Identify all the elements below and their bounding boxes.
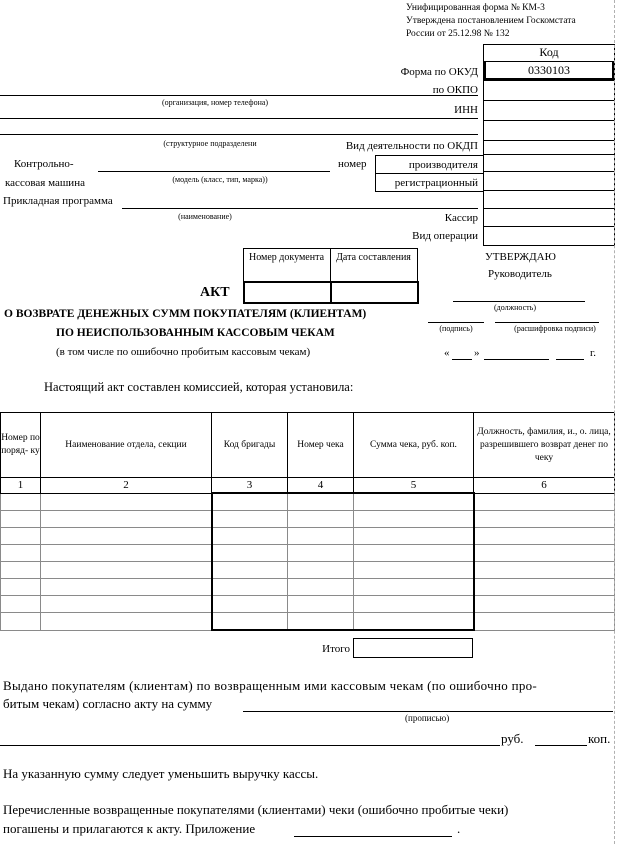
approved-label: Утверждена постановлением Госкомстата: [406, 16, 576, 26]
form-okud-label: Форма по ОКУД: [400, 66, 478, 78]
doc-date-header: Дата составления: [336, 252, 411, 263]
signature-caption: (подпись): [439, 324, 473, 333]
total-label: Итого: [322, 643, 350, 655]
approved-date-label: России от 25.12.98 № 132: [406, 29, 510, 39]
table-header-row: [1, 413, 615, 478]
model-caption: (модель (класс, тип, марка)): [172, 175, 268, 184]
app-program-line[interactable]: [122, 208, 478, 209]
table-row: [1, 511, 615, 528]
rub-label: руб.: [501, 731, 524, 746]
akt-label: АКТ: [200, 285, 230, 300]
words-caption: (прописью): [405, 713, 450, 723]
name-caption: (наименование): [178, 212, 232, 221]
table-row: [1, 579, 615, 596]
page-edge: [614, 0, 615, 844]
inn-label: ИНН: [454, 104, 478, 116]
okdp-label: Вид деятельности по ОКДП: [345, 140, 478, 152]
kop-label: коп.: [588, 731, 611, 746]
code-box: [483, 44, 615, 246]
position-line[interactable]: [453, 301, 585, 302]
organization-line[interactable]: [0, 95, 478, 96]
col-header-department: Наименование отдела, секции: [41, 413, 212, 478]
approve-title: УТВЕРЖДАЮ: [485, 251, 556, 263]
approve-month-line[interactable]: [484, 359, 549, 360]
organization-caption: (организация, номер телефона): [161, 98, 269, 107]
attachment-line[interactable]: [294, 836, 452, 837]
code-title: Код: [539, 45, 559, 59]
table-number-row: 1 2 3 4 5 6: [1, 478, 615, 494]
operation-type-label: Вид операции: [412, 230, 478, 242]
issued-text-line2: битым чекам) согласно акту на сумму: [3, 696, 213, 711]
table-row: [1, 562, 615, 579]
kop-line[interactable]: [535, 745, 587, 746]
col-header-number: Номер по поряд- ку: [1, 413, 41, 478]
col-header-team-code: Код бригады: [212, 413, 288, 478]
total-sum-field[interactable]: [353, 638, 473, 658]
col-header-check-number: Номер чека: [288, 413, 354, 478]
amount-words-line[interactable]: [243, 711, 613, 712]
kkm-label-line2: кассовая машина: [5, 177, 85, 189]
registration-number-label: регистрационный: [394, 177, 478, 189]
signature-line[interactable]: [428, 322, 484, 323]
decoding-line[interactable]: [495, 322, 599, 323]
approve-head: Руководитель: [488, 268, 552, 280]
app-program-label: Прикладная программа: [3, 195, 113, 207]
doc-number-header: Номер документа: [248, 252, 325, 263]
intro-text: Настоящий акт составлен комиссией, которая установила:: [44, 380, 354, 394]
title-line3: (в том числе по ошибочно пробитым кассовым чекам): [56, 346, 311, 358]
position-caption: (должность): [494, 303, 536, 312]
manufacturer-number-label: производителя: [408, 159, 478, 171]
cashier-label: Кассир: [444, 212, 478, 224]
subdivision-line[interactable]: [0, 134, 478, 135]
amount-words-line-2[interactable]: [0, 745, 500, 746]
col-header-check-sum: Сумма чека, руб. коп.: [354, 413, 474, 478]
title-line1: О ВОЗВРАТЕ ДЕНЕЖНЫХ СУММ ПОКУПАТЕЛЯМ (КЛИЕНТАМ): [4, 308, 367, 320]
kkm-model-line[interactable]: [98, 171, 330, 172]
table-row: [1, 528, 615, 545]
okud-code-field[interactable]: 0330103: [484, 61, 614, 80]
returned-text-line2: погашены и прилагаются к акту. Приложение: [3, 821, 256, 836]
table-row: [1, 596, 615, 613]
title-line2: ПО НЕИСПОЛЬЗОВАННЫМ КАССОВЫМ ЧЕКАМ: [56, 327, 335, 339]
okpo-label: по ОКПО: [432, 84, 478, 96]
approve-day-line[interactable]: [452, 359, 472, 360]
approve-year-line[interactable]: [556, 359, 584, 360]
issued-text-line1: Выдано покупателям (клиентам) по возвращенным ими кассовым чекам (по ошибочно про-: [3, 678, 538, 693]
table-row: [1, 545, 615, 562]
unified-form-label: Унифицированная форма № КМ-3: [406, 3, 545, 13]
kkm-label-line1: Контрольно-: [14, 158, 74, 170]
table-row: [1, 493, 615, 511]
refund-table: [0, 412, 615, 631]
nomer-label: номер: [338, 158, 367, 170]
col-header-authorizer: Должность, фамилия, и., о. лица, разрешившего возврат денег по чеку: [474, 413, 615, 478]
returned-text-line1: Перечисленные возвращенные покупателями (клиентами) чеки (ошибочно пробитые чеки): [3, 802, 509, 817]
subdivision-caption: (структурное подразделени: [163, 139, 257, 148]
decoding-caption: (расшифровка подписи): [514, 324, 596, 333]
reduce-text: На указанную сумму следует уменьшить выручку кассы.: [3, 766, 319, 781]
table-row: [1, 613, 615, 631]
